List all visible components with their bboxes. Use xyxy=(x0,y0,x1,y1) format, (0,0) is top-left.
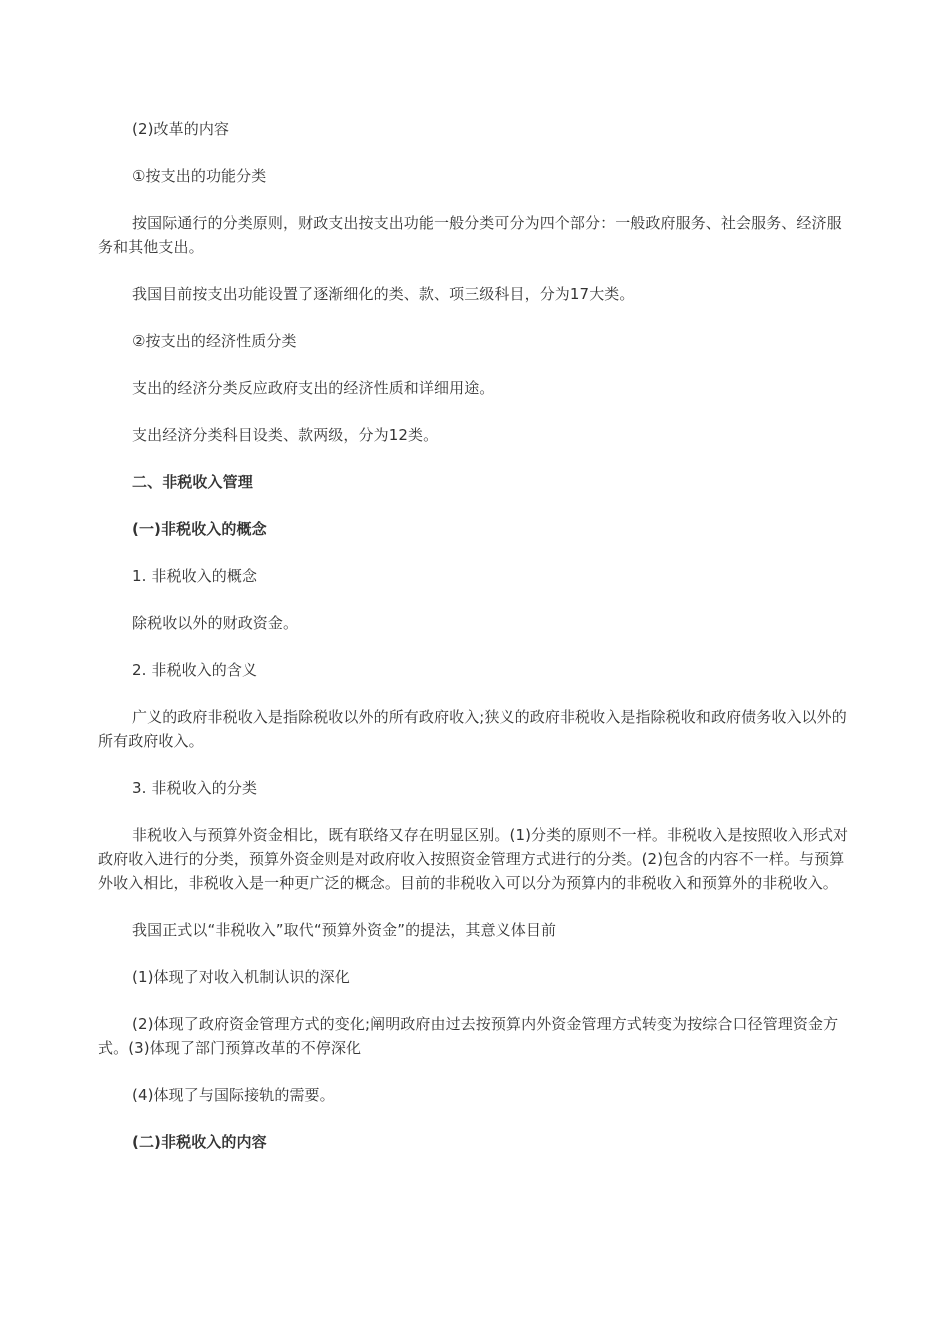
section-heading-nontax-management: 二、非税收入管理 xyxy=(132,473,253,491)
item-heading-meaning: 2. 非税收入的含义 xyxy=(132,661,258,679)
paragraph-concept-definition: 除税收以外的财政资金。 xyxy=(132,614,299,632)
document-body xyxy=(98,117,850,1177)
subsection-heading-nontax-concept: (一)非税收入的概念 xyxy=(132,520,267,538)
paragraph-twelve-categories: 支出经济分类科目设类、款两级，分为12类。 xyxy=(132,426,439,444)
paragraph-economic-classification: ②按支出的经济性质分类 xyxy=(132,332,297,350)
paragraph-significance-2-3: (2)体现了政府资金管理方式的变化;阐明政府由过去按预算内外资金管理方式转变为按综合口径管理资金方式。(3)体现了部门预算改革的不停深化 xyxy=(98,1015,839,1057)
paragraph-significance-1: (1)体现了对收入机制认识的深化 xyxy=(132,968,350,986)
paragraph-seventeen-categories: 我国目前按支出功能设置了逐渐细化的类、款、项三级科目，分为17大类。 xyxy=(132,285,635,303)
subsection-heading-nontax-content: (二)非税收入的内容 xyxy=(132,1133,267,1151)
paragraph-function-classification: ①按支出的功能分类 xyxy=(132,167,267,185)
item-heading-classification: 3. 非税收入的分类 xyxy=(132,779,258,797)
paragraph-international-principle: 按国际通行的分类原则，财政支出按支出功能一般分类可分为四个部分：一般政府服务、社会服务、经济服务和其他支出。 xyxy=(98,214,842,256)
paragraph-significance-4: (4)体现了与国际接轨的需要。 xyxy=(132,1086,335,1104)
paragraph-significance-intro: 我国正式以“非税收入”取代“预算外资金”的提法，其意义体目前 xyxy=(132,921,557,939)
item-heading-concept: 1. 非税收入的概念 xyxy=(132,567,258,585)
paragraph-reform-content: (2)改革的内容 xyxy=(132,120,230,138)
paragraph-economic-nature: 支出的经济分类反应政府支出的经济性质和详细用途。 xyxy=(132,379,495,397)
paragraph-broad-narrow-meaning: 广义的政府非税收入是指除税收以外的所有政府收入;狭义的政府非税收入是指除税收和政府债务收入以外的所有政府收入。 xyxy=(98,708,847,750)
paragraph-difference-extrabudget: 非税收入与预算外资金相比，既有联络又存在明显区别。(1)分类的原则不一样。非税收入是按照收入形式对政府收入进行的分类，预算外资金则是对政府收入按照资金管理方式进行的分类。(2)包含的内容不一样。与预算外收入相比，非税收入是一种更广泛的概念。目前的非税收入可以分为预算内的非税收入和预算外的非税收入。 xyxy=(98,826,849,892)
